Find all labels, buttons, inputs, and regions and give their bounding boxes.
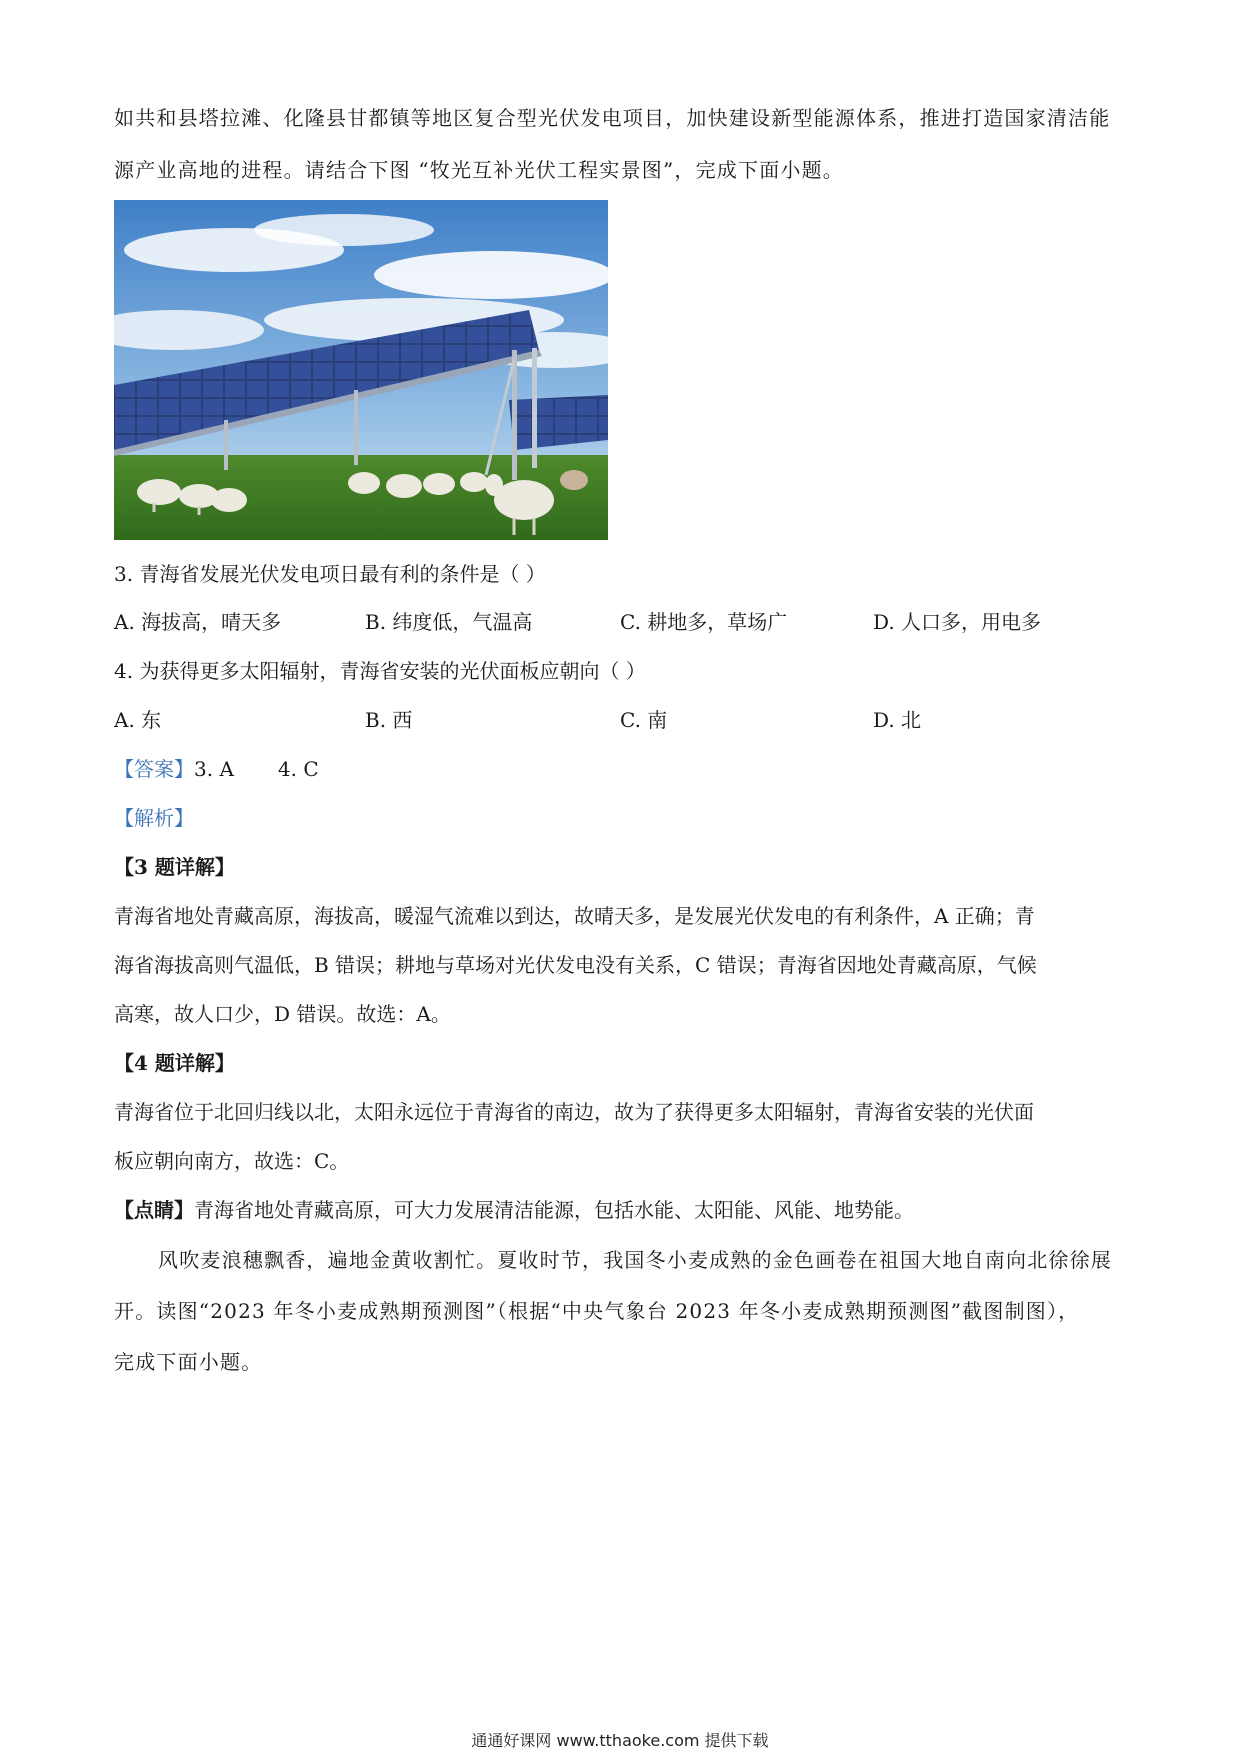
- question-3-option-b: B. 纬度低，气温高: [365, 610, 533, 634]
- question-4-option-b: B. 西: [365, 708, 413, 732]
- point-text: 青海省地处青藏高原，可大力发展清洁能源，包括水能、太阳能、风能、地势能。: [194, 1198, 914, 1222]
- question-4-stem: 4. 为获得更多太阳辐射，青海省安装的光伏面板应朝向（ ）: [114, 659, 646, 683]
- point-row: [114, 1196, 914, 1224]
- question-4-option-d: D. 北: [873, 708, 922, 732]
- detail-4-line-1: 青海省位于北回归线以北，太阳永远位于青海省的南边，故为了获得更多太阳辐射，青海省安装的光伏面: [114, 1100, 1034, 1124]
- intro-line-2: 源产业高地的进程。请结合下图 “牧光互补光伏工程实景图”，完成下面小题。: [114, 158, 845, 182]
- question-3-stem: 3. 青海省发展光伏发电项日最有利的条件是（ ）: [114, 562, 546, 586]
- question-3-option-a: A. 海拔高，晴天多: [114, 610, 282, 634]
- answer-label: 【答案】: [114, 757, 194, 781]
- answer-4: 4. C: [277, 757, 319, 781]
- analysis-label: 【解析】: [114, 806, 194, 830]
- intro-line-1: 如共和县塔拉滩、化隆县甘都镇等地区复合型光伏发电项目，加快建设新型能源体系，推进打造国家清洁能: [114, 106, 1111, 130]
- detail-3-heading: 【3 题详解】: [114, 855, 235, 879]
- next-intro-line-3: 完成下面小题。: [114, 1350, 263, 1374]
- detail-4-line-2: 板应朝向南方，故选：C。: [114, 1149, 350, 1173]
- footer-source: 通通好课网 www.tthaoke.com 提供下载: [471, 1731, 769, 1750]
- question-3-option-d: D. 人口多，用电多: [873, 610, 1042, 634]
- solar-sheep-photo: [114, 200, 608, 540]
- detail-3-line-2: 海省海拔高则气温低，B 错误；耕地与草场对光伏发电没有关系，C 错误；青海省因地处青藏高原，气候: [114, 953, 1037, 977]
- question-4-option-a: A. 东: [114, 708, 162, 732]
- answer-row: [114, 755, 319, 783]
- next-intro-line-2: 开。读图“2023 年冬小麦成熟期预测图”（根据“中央气象台 2023 年冬小麦成熟期预测图”截图制图），: [114, 1299, 1080, 1323]
- next-intro-line-1: 风吹麦浪穗飘香，遍地金黄收割忙。夏收时节，我国冬小麦成熟的金色画卷在祖国大地自南向北徐徐展: [158, 1248, 1112, 1272]
- point-label: 【点睛】: [114, 1198, 194, 1222]
- question-3-option-c: C. 耕地多，草场广: [620, 610, 788, 634]
- detail-3-line-3: 高寒，故人口少，D 错误。故选：A。: [114, 1002, 451, 1026]
- question-4-option-c: C. 南: [620, 708, 668, 732]
- detail-4-heading: 【4 题详解】: [114, 1051, 235, 1075]
- answer-3: 3. A: [194, 757, 234, 781]
- detail-3-line-1: 青海省地处青藏高原，海拔高，暖湿气流难以到达，故晴天多，是发展光伏发电的有利条件，A 正确；青: [114, 904, 1035, 928]
